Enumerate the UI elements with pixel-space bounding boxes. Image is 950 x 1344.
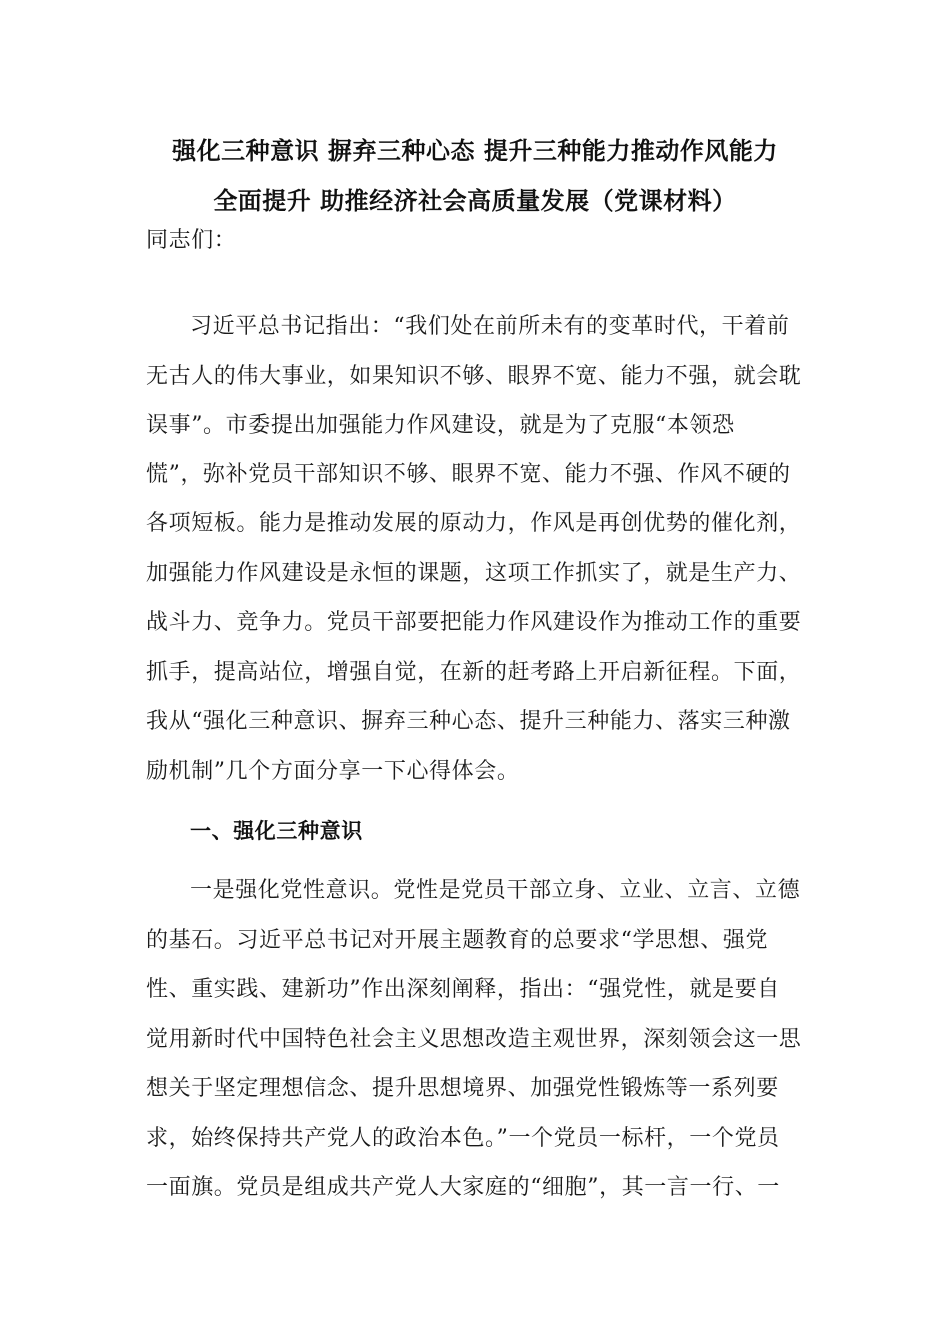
salutation: 同志们： bbox=[146, 228, 237, 253]
intro-line: 我从“强化三种意识、摒弃三种心态、提升三种能力、落实三种激 bbox=[146, 709, 791, 734]
section-line: 想关于坚定理想信念、提升思想境界、加强党性锻炼等一系列要 bbox=[146, 1076, 779, 1101]
intro-line: 习近平总书记指出：“我们处在前所未有的变革时代，干着前 bbox=[190, 314, 790, 339]
intro-line: 加强能力作风建设是永恒的课题，这项工作抓实了，就是生产力、 bbox=[146, 561, 802, 586]
section-line: 一面旗。党员是组成共产党人大家庭的“细胞”，其一言一行、一 bbox=[146, 1175, 780, 1200]
intro-line: 战斗力、竞争力。党员干部要把能力作风建设作为推动工作的重要 bbox=[146, 610, 802, 635]
document-title-line-2: 全面提升 助推经济社会高质量发展（党课材料） bbox=[213, 187, 737, 215]
section-heading: 一、强化三种意识 bbox=[190, 819, 363, 843]
section-line: 性、重实践、建新功”作出深刻阐释，指出：“强党性，就是要自 bbox=[146, 977, 780, 1002]
section-line: 一是强化党性意识。党性是党员干部立身、立业、立言、立德 bbox=[190, 878, 801, 903]
section-line: 求，始终保持共产党人的政治本色。”一个党员一标杆，一个党员 bbox=[146, 1126, 780, 1151]
intro-line: 各项短板。能力是推动发展的原动力，作风是再创优势的催化剂， bbox=[146, 511, 802, 536]
document-title-line-1: 强化三种意识 摒弃三种心态 提升三种能力推动作风能力 bbox=[172, 137, 778, 165]
intro-line: 慌”，弥补党员干部知识不够、眼界不宽、能力不强、作风不硬的 bbox=[146, 462, 791, 487]
section-line: 觉用新时代中国特色社会主义思想改造主观世界，深刻领会这一思 bbox=[146, 1027, 802, 1052]
intro-line: 误事”。市委提出加强能力作风建设，就是为了克服“本领恐 bbox=[146, 413, 735, 438]
intro-line: 励机制”几个方面分享一下心得体会。 bbox=[146, 759, 520, 784]
intro-line: 抓手，提高站位，增强自觉，在新的赶考路上开启新征程。下面， bbox=[146, 660, 802, 685]
section-line: 的基石。习近平总书记对开展主题教育的总要求“学思想、强党 bbox=[146, 928, 769, 953]
intro-line: 无古人的伟大事业，如果知识不够、眼界不宽、能力不强，就会耽 bbox=[146, 364, 802, 389]
